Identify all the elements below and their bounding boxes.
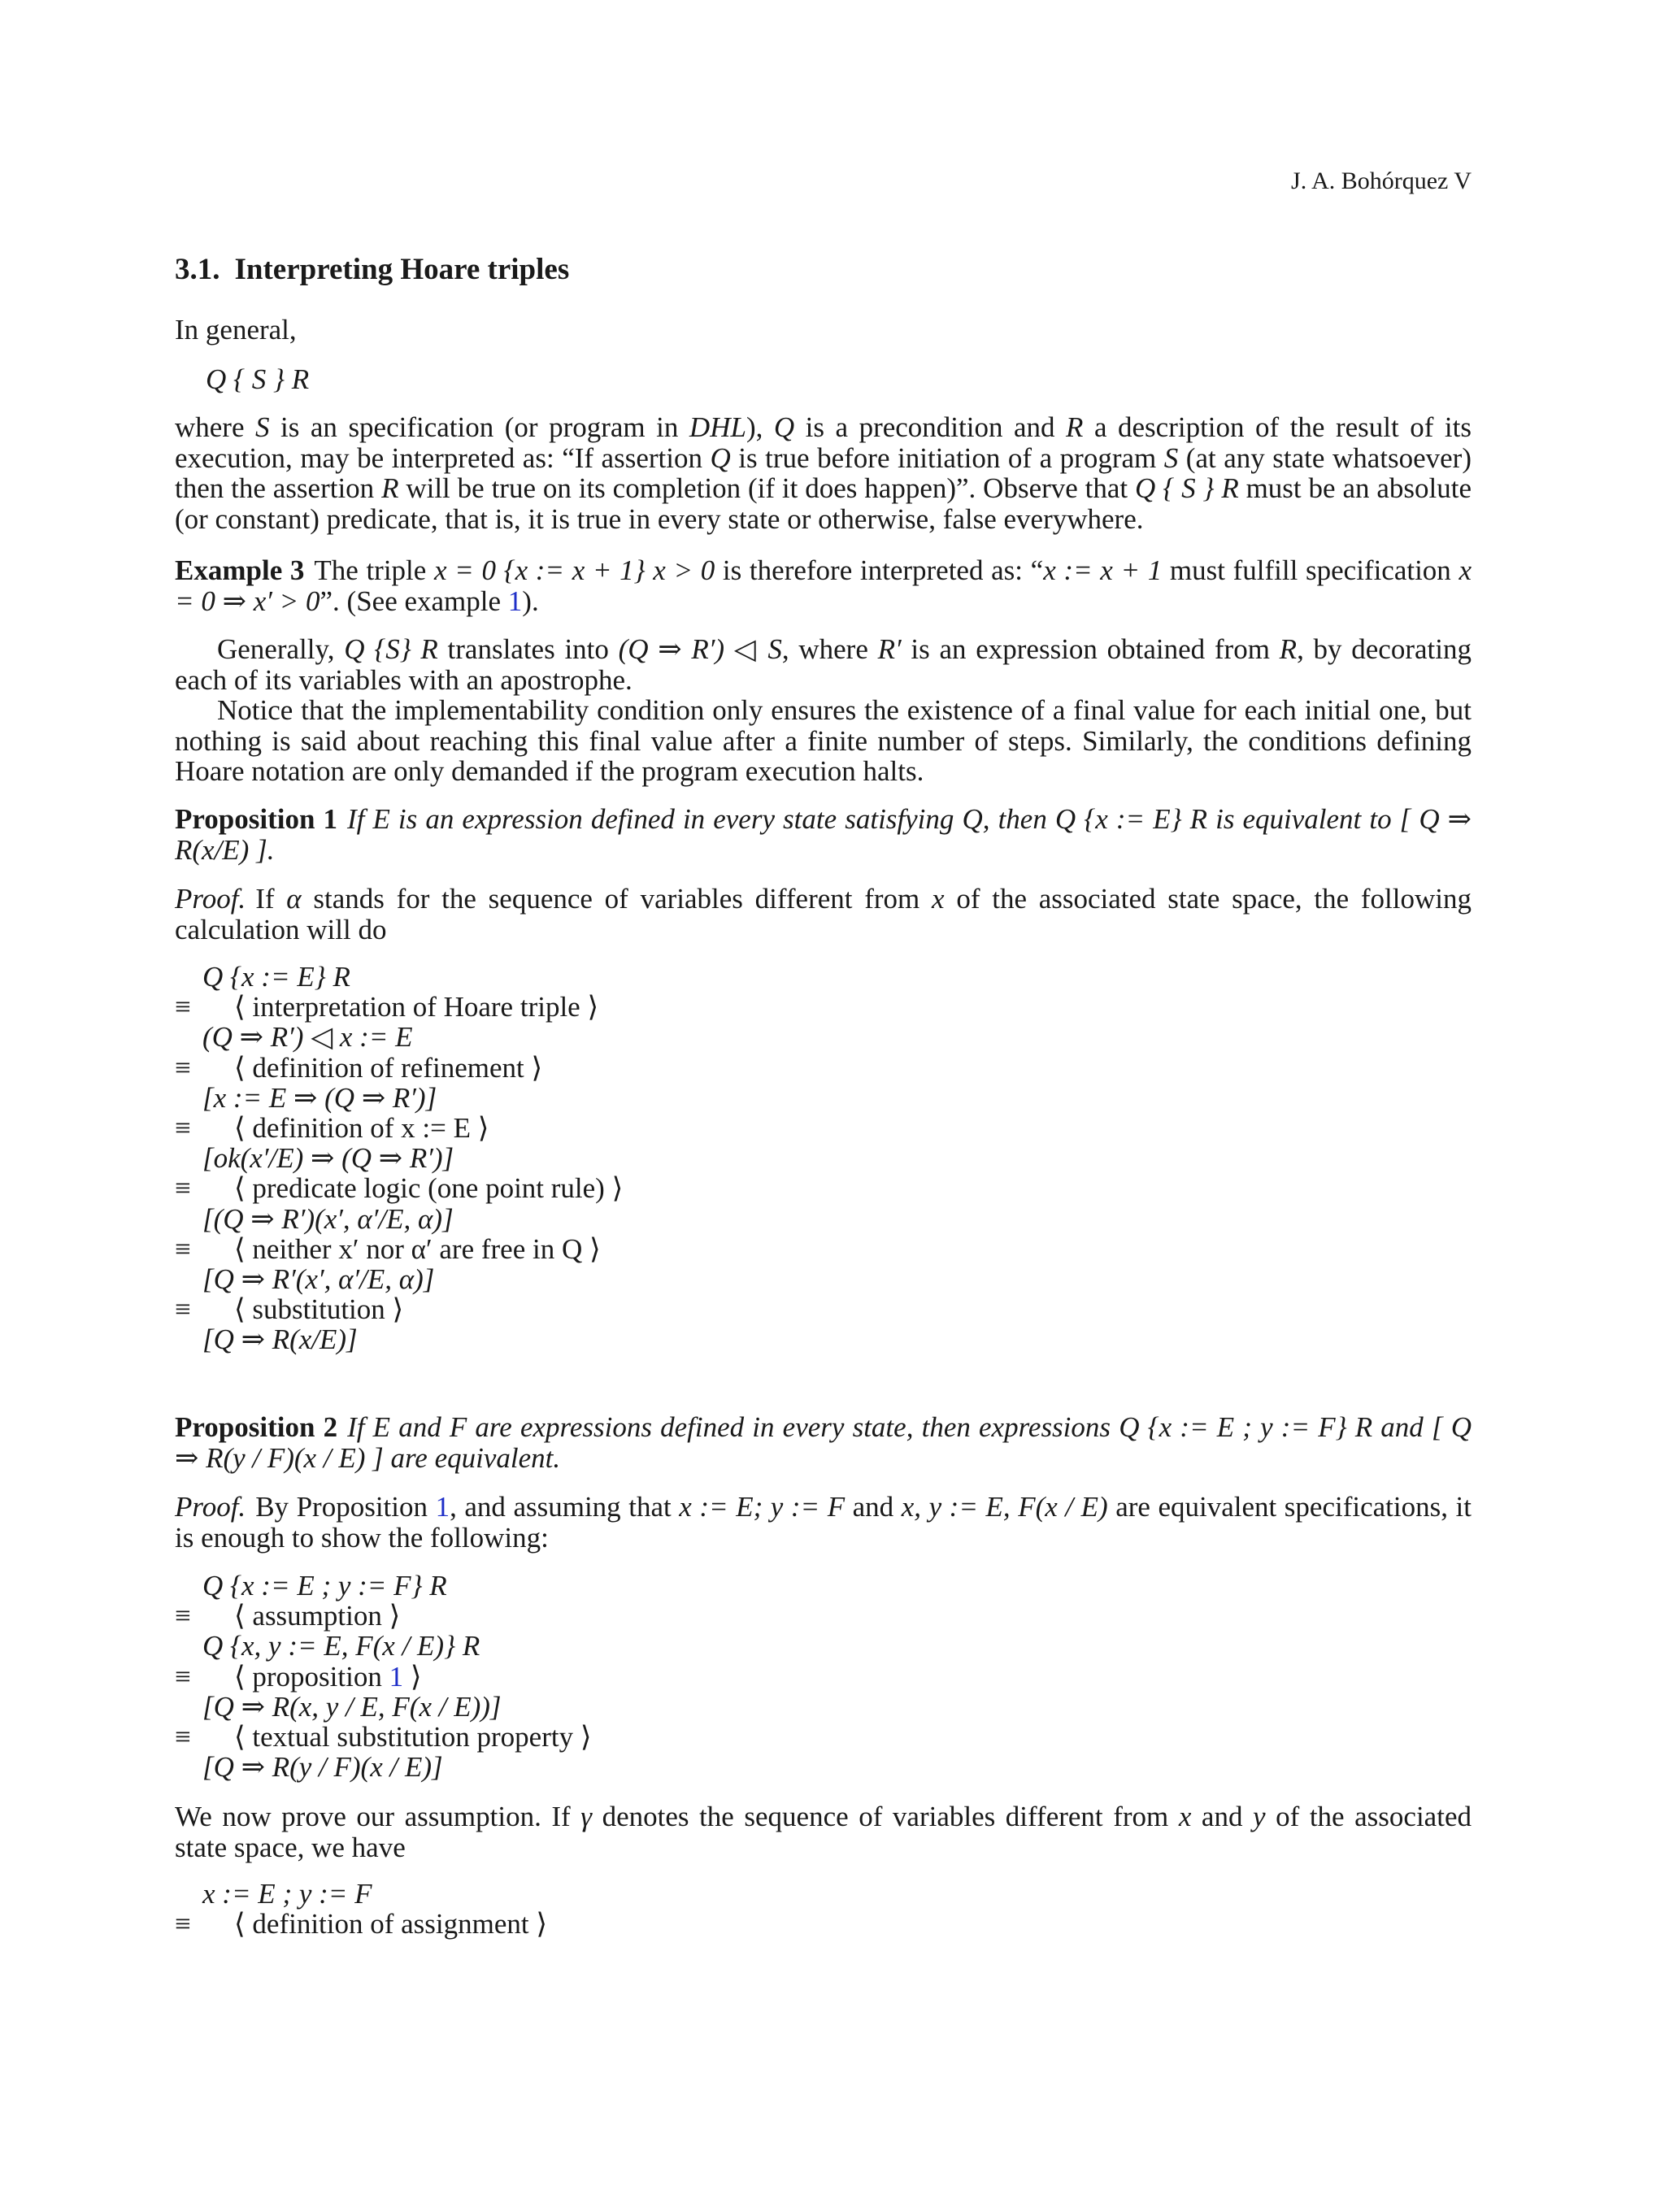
running-header-author: J. A. Bohórquez V [1291,167,1472,194]
in-general-text: In general, [175,314,297,345]
calc-step: [Q ⇒ R(x/E)] [202,1323,358,1356]
calc-hint: ≡ ⟨ predicate logic (one point rule) ⟩ [175,1172,624,1205]
proposition-2 [175,1412,1472,1473]
generally-paragraph [175,634,1472,787]
calc-step: [ok(x′/E) ⇒ (Q ⇒ R′)] [202,1142,454,1175]
proof-1-calculation [175,962,623,1354]
proposition-1-link[interactable]: 1 [435,1491,450,1523]
calc-step: Q {x := E} R [202,961,350,993]
in-general-line [175,315,1472,345]
notice-text: Notice that the implementability condition only ensures the existence of a final value for each initial one, but nothing is said about reaching this final value after a finite number of steps. Similarly, the conditions defining Hoare notation are only demanded if the program execution halts. [175,694,1472,787]
section-number: 3.1. [175,253,220,286]
proof-2-text: Proof. By Proposition 1, and assuming that x := E; y := F and x, y := E, F(x / E) are equivalent specifications, it is enough to show the following: [175,1491,1472,1554]
generally-text: Generally, Q {S} R translates into (Q ⇒ R′) ◁ S, where R′ is an expression obtained from R, by decorating each of its variables with an apostrophe. [175,633,1472,696]
example-3-label: Example 3 [175,554,305,586]
calc-hint: ≡ ⟨ definition of assignment ⟩ [175,1908,548,1940]
proposition-1-hint-link[interactable]: 1 [389,1660,404,1693]
proposition-1-text: Proposition 1 If E is an expression defined in every state satisfying Q, then Q {x := E} R is equivalent to [ Q ⇒ R(x/E) ]. [175,803,1472,866]
proof-2-label: Proof. [175,1491,246,1523]
closing-paragraph [175,1801,1472,1862]
calc-step: (Q ⇒ R′) ◁ x := E [202,1021,413,1054]
calc-hint: ≡ ⟨ interpretation of Hoare triple ⟩ [175,991,599,1023]
intro-paragraph-text: where S is an specification (or program in DHL), Q is a precondition and R a description of the result of its execution, may be interpreted as: “If assertion Q is true before initiation of a program S (at any state whatsoever) then the assertion R will be true on its completion (if it does happen)”. Observe that Q { S } R must be an absolute (or constant) predicate, that is, it is true in every state or otherwise, false everywhere. [175,411,1472,535]
calc-step: [Q ⇒ R(y / F)(x / E)] [202,1751,443,1784]
calc-step: [(Q ⇒ R′)(x′, α′/E, α)] [202,1202,454,1235]
closing-text: We now prove our assumption. If γ denotes the sequence of variables different from x and y of the associated state space, we have [175,1801,1472,1863]
calc-step: [Q ⇒ R(x, y / E, F(x / E))] [202,1690,502,1723]
calc-step: Q {x, y := E, F(x / E)} R [202,1630,480,1662]
proof-1-intro [175,884,1472,945]
intro-paragraph [175,412,1472,534]
calc-hint: ≡ ⟨ definition of x := E ⟩ [175,1111,489,1144]
example-3-text: Example 3 The triple x = 0 {x := x + 1} x > 0 is therefore interpreted as: “x := x + 1 must fulfill specification x = 0 ⇒ x′ > 0”. (See example 1). [175,554,1472,617]
calc-hint: ≡ ⟨ assumption ⟩ [175,1600,401,1632]
section-heading [175,252,569,287]
calc-step: [Q ⇒ R′(x′, α′/E, α)] [202,1262,435,1295]
calc-hint: ≡ ⟨ definition of refinement ⟩ [175,1051,543,1084]
hoare-triple-display: Q { S } R [206,363,310,395]
proof-1-label: Proof. [175,883,246,915]
calc-step: x := E ; y := F [202,1878,372,1910]
proof-1-text: Proof. If α stands for the sequence of variables different from x of the associated state space, the following calculation will do [175,883,1472,945]
proof-2-intro [175,1492,1472,1553]
example-1-link[interactable]: 1 [507,585,523,617]
proposition-1 [175,804,1472,865]
calc-step: Q {x := E ; y := F} R [202,1570,447,1601]
calc-step: [x := E ⇒ (Q ⇒ R′)] [202,1081,437,1114]
calc-hint: ≡ ⟨ textual substitution property ⟩ [175,1720,592,1753]
proposition-1-label: Proposition 1 [175,803,338,835]
proposition-2-text: Proposition 2 If E and F are expressions defined in every state, then expressions Q {x := E ; y := F} R and [ Q ⇒ R(y / F)(x / E) ] are equivalent. [175,1411,1472,1474]
calc-hint: ≡ ⟨ substitution ⟩ [175,1293,404,1326]
example-3 [175,555,1472,616]
section-title: Interpreting Hoare triples [234,253,570,286]
assignment-calculation [175,1879,547,1939]
calc-hint: ≡ ⟨ neither x′ nor α′ are free in Q ⟩ [175,1232,601,1265]
calc-hint: ≡ ⟨ proposition 1 ⟩ [175,1660,422,1693]
proposition-2-label: Proposition 2 [175,1411,338,1443]
proof-2-calculation [175,1571,591,1782]
